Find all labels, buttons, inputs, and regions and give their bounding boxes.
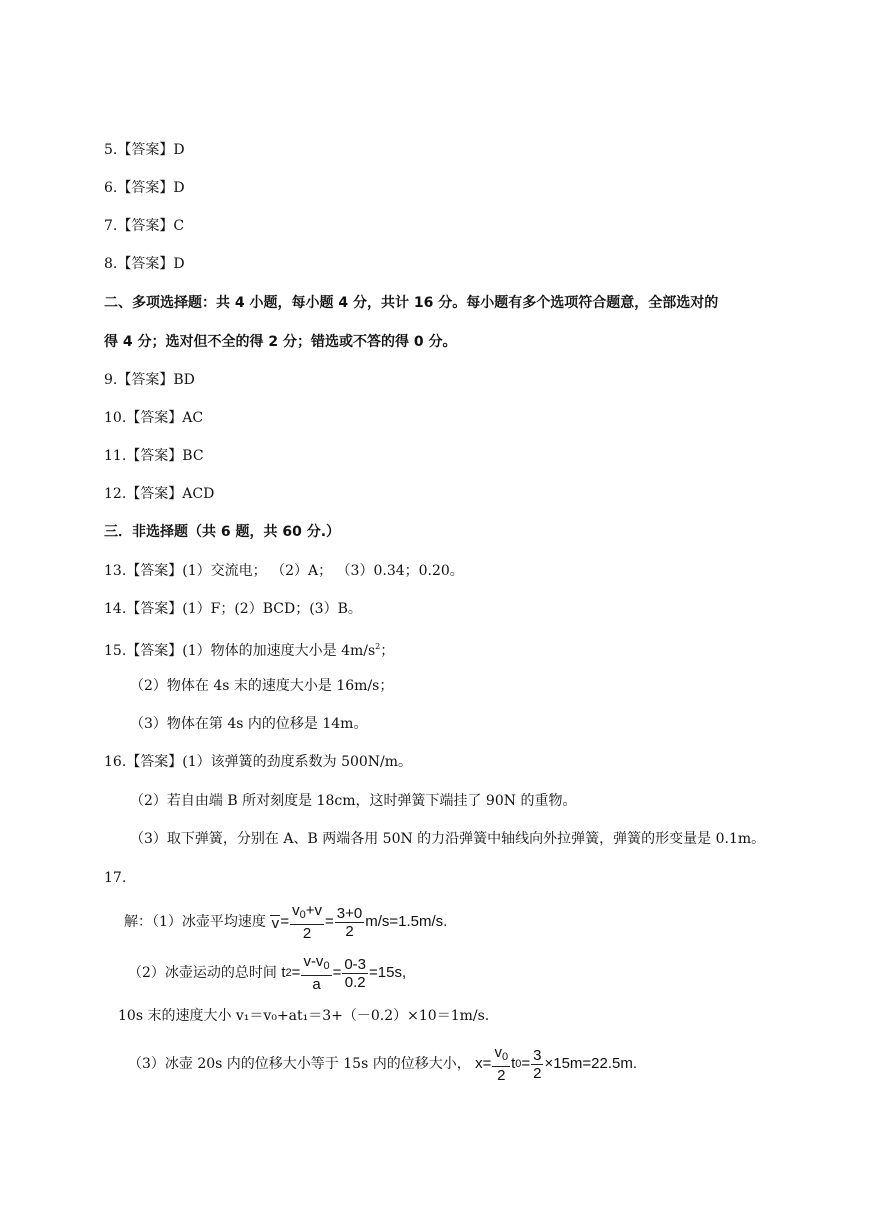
subscript: 0 xyxy=(501,1051,509,1063)
answer-value: D xyxy=(173,142,185,158)
equals-sign: = xyxy=(325,913,334,930)
solution-17-step3: 10s 末的速度大小 v₁＝v₀+at₁＝3+（－0.2）×10＝1m/s. xyxy=(118,1008,490,1024)
solution-text: （2）冰壶运动的总时间 xyxy=(128,965,277,981)
formula-displacement xyxy=(475,1044,637,1084)
equals-sign: = xyxy=(291,964,301,981)
fraction xyxy=(531,1047,543,1082)
solution-text: 解：（1）冰壶平均速度 xyxy=(124,914,266,930)
answer-tag: 【答案】 xyxy=(126,563,183,579)
numerator xyxy=(492,1044,510,1067)
answer-value: AC xyxy=(182,410,204,426)
subscript: 0 xyxy=(323,960,330,972)
equals-sign: = xyxy=(332,964,342,981)
answer-text: (1）交流电； （2）A； （3）0.34；0.20。 xyxy=(182,563,464,579)
denominator: 2 xyxy=(533,1064,542,1082)
question-number: 12. xyxy=(104,486,127,502)
punctuation: ； xyxy=(380,643,395,659)
answer-14 xyxy=(104,599,362,619)
formula-total-time xyxy=(281,953,406,993)
answer-9 xyxy=(104,370,195,390)
v-bar-symbol xyxy=(270,915,280,930)
answer-value: D xyxy=(173,180,185,196)
denominator: a xyxy=(312,976,321,993)
answer-tag: 【答案】 xyxy=(117,142,174,158)
question-17-number: 17. xyxy=(104,870,127,886)
answer-15-line3: （3）物体在第 4s 内的位移是 14m。 xyxy=(130,716,368,732)
answer-tag: 【答案】 xyxy=(117,256,174,272)
question-number: 10. xyxy=(104,410,127,426)
answer-tag: 【答案】 xyxy=(126,754,183,770)
answer-10 xyxy=(104,408,203,428)
answer-13 xyxy=(104,561,464,581)
equals-sign: = xyxy=(521,1055,531,1072)
question-number: 13. xyxy=(104,563,127,579)
fraction xyxy=(335,905,364,940)
answer-16-line2: （2）若自由端 B 所对刻度是 18cm，这时弹簧下端挂了 90N 的重物。 xyxy=(130,793,577,809)
answer-12 xyxy=(104,484,214,504)
fraction xyxy=(492,1044,510,1084)
subscript: 2 xyxy=(285,967,292,979)
question-number: 8. xyxy=(104,256,118,272)
answer-15-line1 xyxy=(104,637,394,661)
answer-tag: 【答案】 xyxy=(126,486,183,502)
answer-text: (1）该弹簧的劲度系数为 500N/m。 xyxy=(182,754,413,770)
v-symbol: v xyxy=(292,902,300,919)
section-2-heading-line1: 二、多项选择题：共 4 小题，每小题 4 分，共计 16 分。每小题有多个选项符合题意，全部选对的 xyxy=(104,295,719,311)
numerator-text: v-v xyxy=(303,953,324,970)
answer-6 xyxy=(104,178,185,198)
subscript: 0 xyxy=(299,909,306,921)
fraction xyxy=(342,956,368,991)
fraction xyxy=(301,953,331,993)
x-symbol: x= xyxy=(475,1055,492,1072)
question-number: 11. xyxy=(104,448,127,464)
result: m/s=1.5m/s. xyxy=(365,913,448,930)
question-number: 16. xyxy=(104,754,127,770)
answer-tag: 【答案】 xyxy=(117,218,174,234)
answer-value: ACD xyxy=(182,486,215,502)
v-symbol: v xyxy=(271,914,280,932)
section-2-heading-line2: 得 4 分；选对但不全的得 2 分；错选或不答的得 0 分。 xyxy=(104,334,457,350)
question-number: 5. xyxy=(104,142,118,158)
answer-value: C xyxy=(173,218,185,234)
t-symbol: t xyxy=(511,1055,516,1072)
answer-value: D xyxy=(173,256,185,272)
question-number: 14. xyxy=(104,601,127,617)
solution-17-step4 xyxy=(128,1044,637,1084)
answer-16-line1 xyxy=(104,752,412,772)
numerator: 3+0 xyxy=(336,904,363,922)
question-number: 6. xyxy=(104,180,118,196)
denominator: 2 xyxy=(302,925,312,942)
answer-tag: 【答案】 xyxy=(117,180,174,196)
answer-5 xyxy=(104,140,185,160)
question-number: 15. xyxy=(104,643,127,659)
solution-text: （3）冰壶 20s 内的位移大小等于 15s 内的位移大小， xyxy=(128,1056,471,1072)
result: ×15m=22.5m. xyxy=(544,1055,638,1072)
answer-tag: 【答案】 xyxy=(126,601,183,617)
answer-16-line3: （3）取下弹簧，分别在 A、B 两端各用 50N 的力沿弹簧中轴线向外拉弹簧，弹簧的形变量是 0.1m。 xyxy=(130,831,766,847)
answer-tag: 【答案】 xyxy=(126,643,183,659)
answer-tag: 【答案】 xyxy=(126,410,183,426)
superscript: 2 xyxy=(375,642,381,651)
solution-17-step2 xyxy=(128,953,406,993)
answer-15-line2: （2）物体在 4s 末的速度大小是 16m/s； xyxy=(130,678,394,694)
section-3-heading: 三．非选择题（共 6 题，共 60 分.） xyxy=(104,524,341,540)
answer-value: BD xyxy=(173,372,195,388)
v-symbol: v xyxy=(494,1044,502,1061)
numerator: 0-3 xyxy=(344,955,367,973)
subscript: 0 xyxy=(515,1058,522,1070)
answer-text: (1）F；(2）BCD；(3）B。 xyxy=(182,601,362,617)
numerator xyxy=(290,902,324,925)
answer-8 xyxy=(104,254,185,274)
denominator: 2 xyxy=(497,1067,506,1084)
result: =15s, xyxy=(369,964,407,981)
answer-7 xyxy=(104,216,184,236)
solution-17-step1 xyxy=(124,902,447,942)
t-symbol: t xyxy=(281,964,286,981)
fraction xyxy=(290,902,324,942)
numerator-rest: +v xyxy=(305,902,323,919)
question-number: 7. xyxy=(104,218,118,234)
denominator: 0.2 xyxy=(344,973,366,991)
numerator: 3 xyxy=(533,1046,542,1064)
answer-tag: 【答案】 xyxy=(117,372,174,388)
answer-tag: 【答案】 xyxy=(126,448,183,464)
formula-average-velocity xyxy=(270,902,447,942)
answer-value: BC xyxy=(182,448,204,464)
answer-11 xyxy=(104,446,204,466)
answer-text: (1）物体的加速度大小是 4m/s xyxy=(182,643,376,659)
numerator xyxy=(301,953,331,976)
question-number: 9. xyxy=(104,372,118,388)
denominator: 2 xyxy=(345,922,354,940)
equals-sign: = xyxy=(280,913,290,930)
